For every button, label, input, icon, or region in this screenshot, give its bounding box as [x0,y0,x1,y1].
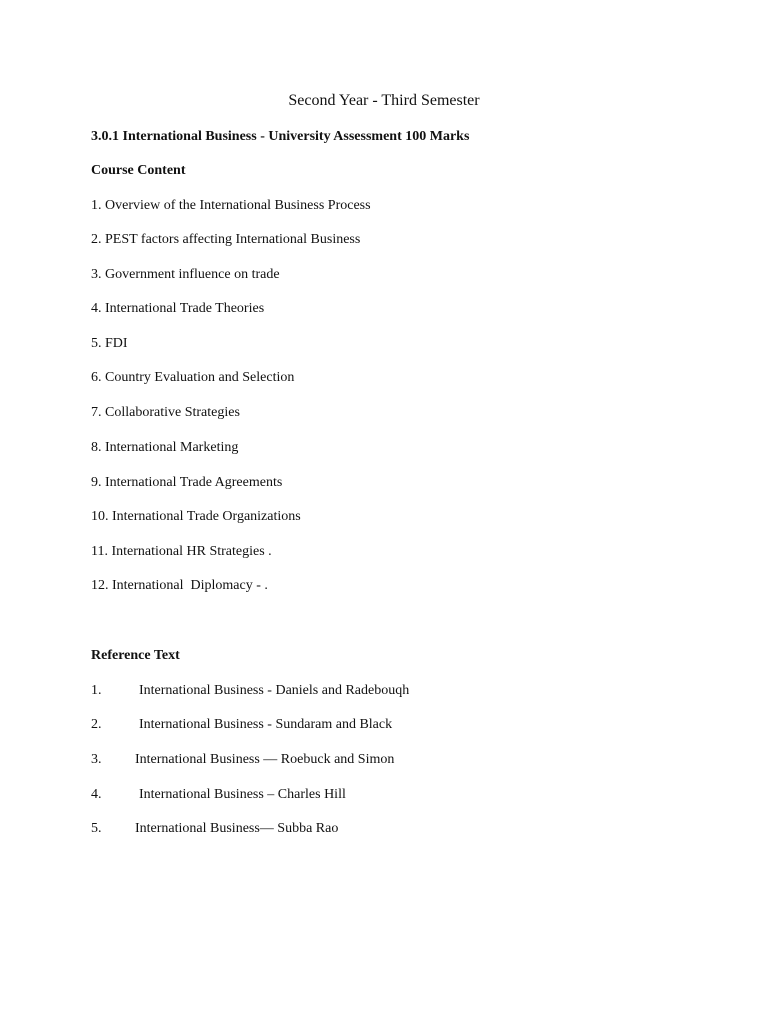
page-title: Second Year - Third Semester [288,92,480,109]
content-item: 10. International Trade Organizations [91,509,301,524]
reference-number: 2. [91,717,102,732]
reference-item: International Business – Charles Hill [139,787,346,802]
content-item: 11. International HR Strategies . [91,544,272,559]
reference-item: International Business - Sundaram and Black [139,717,393,732]
reference-item: International Business - Daniels and Radebouqh [139,683,410,698]
reference-item: International Business— Subba Rao [135,821,339,836]
content-item: 2. PEST factors affecting International Business [91,232,361,247]
content-item: 8. International Marketing [91,440,239,455]
content-item: 3. Government influence on trade [91,267,280,282]
course-content-heading: Course Content [91,163,186,178]
course-heading: 3.0.1 International Business - University Assessment 100 Marks [91,129,470,144]
reference-text-heading: Reference Text [91,648,180,663]
reference-number: 3. [91,752,102,767]
content-item: 6. Country Evaluation and Selection [91,370,295,385]
content-item: 1. Overview of the International Business Process [91,198,371,213]
content-item: 7. Collaborative Strategies [91,405,240,420]
content-item: 12. International Diplomacy - . [91,578,268,593]
reference-number: 1. [91,683,102,698]
content-item: 9. International Trade Agreements [91,475,283,490]
reference-item: International Business — Roebuck and Simon [135,752,395,767]
reference-number: 5. [91,821,102,836]
reference-number: 4. [91,787,102,802]
content-item: 4. International Trade Theories [91,301,265,316]
content-item: 5. FDI [91,336,128,351]
